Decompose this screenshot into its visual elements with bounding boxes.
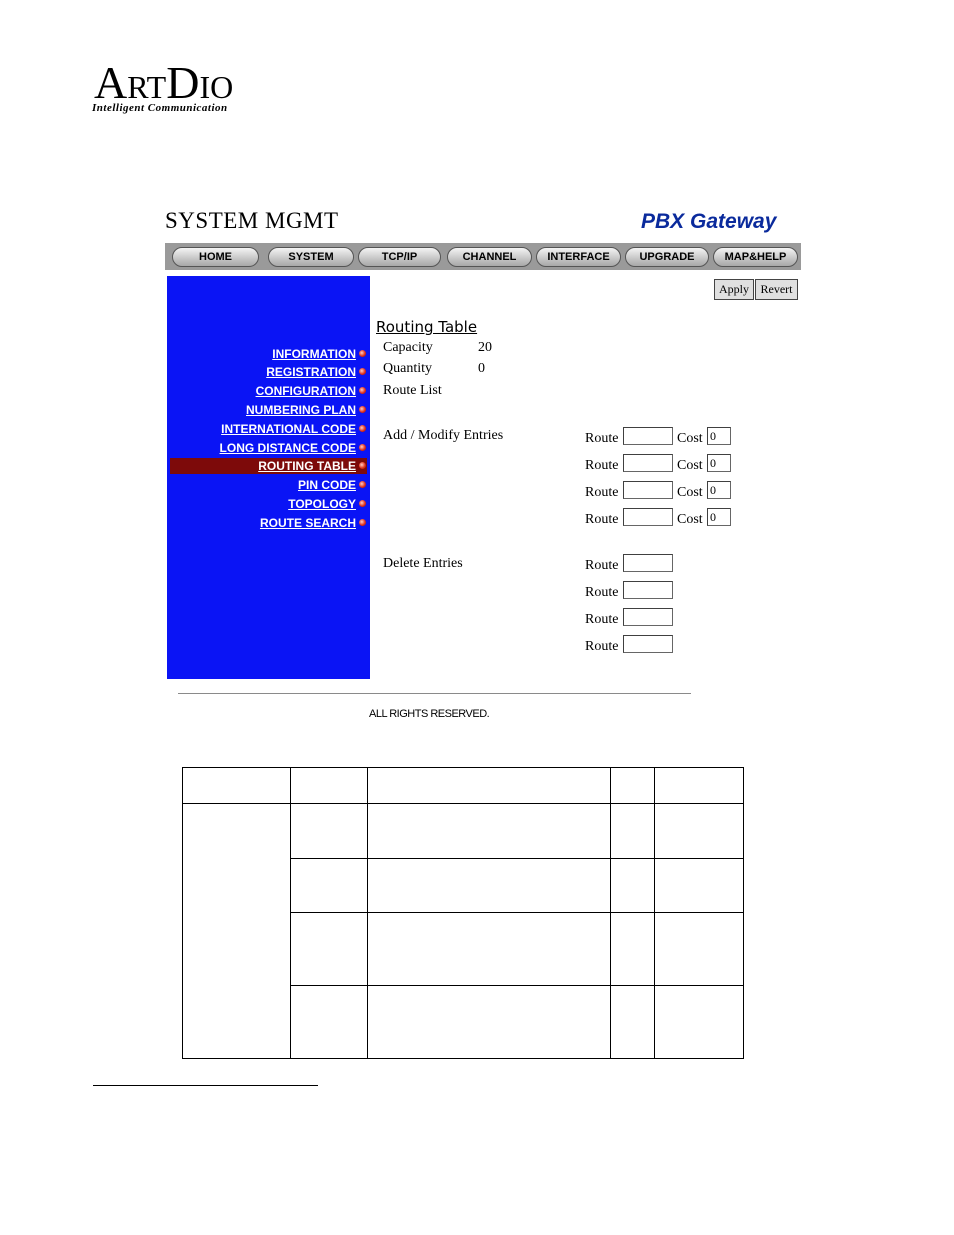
table-column-divider [654,768,655,1058]
section-title: Routing Table [376,318,478,336]
route-label: Route [585,485,619,500]
add-route-input-2[interactable] [623,454,673,472]
page-title: SYSTEM MGMT [165,208,339,233]
add-route-input-1[interactable] [623,427,673,445]
apply-button[interactable]: Apply [714,279,754,300]
cost-label: Cost [677,458,703,473]
sidebar-item-label: INFORMATION [272,347,356,361]
bullet-icon [359,500,366,507]
route-label: Route [585,458,619,473]
add-route-input-3[interactable] [623,481,673,499]
bullet-icon [359,387,366,394]
cost-label: Cost [677,485,703,500]
sidebar-item-label: INTERNATIONAL CODE [221,422,356,436]
nav-interface-button[interactable]: INTERFACE [536,247,621,267]
add-cost-input-1[interactable] [707,427,731,445]
table-header-divider [183,803,743,804]
artdio-logo [92,57,252,122]
quantity-value: 0 [478,361,485,376]
bullet-icon [359,425,366,432]
footer-divider [178,693,691,694]
sidebar-item-topology[interactable] [288,496,366,512]
add-cost-input-2[interactable] [707,454,731,472]
route-list-label: Route List [383,383,442,398]
logo-tagline: Intelligent Communication [92,102,228,114]
sidebar-item-registration[interactable] [266,364,366,380]
sidebar-item-label: LONG DISTANCE CODE [219,441,356,455]
nav-system-button[interactable]: SYSTEM [268,247,354,267]
sidebar-item-label: PIN CODE [297,478,356,492]
bullet-icon [359,481,366,488]
route-label: Route [585,639,619,654]
table-column-divider [367,768,368,1058]
delete-route-input-3[interactable] [623,608,673,626]
delete-entries-label: Delete Entries [383,556,463,571]
product-name: PBX Gateway [641,210,777,233]
capacity-value: 20 [478,340,492,355]
bullet-icon [359,462,366,469]
sidebar-item-route-search[interactable] [260,515,366,531]
cost-label: Cost [677,431,703,446]
top-nav-bar [165,243,801,270]
sidebar-item-label: REGISTRATION [266,365,356,379]
logo-letters-rt: RT [127,69,167,105]
table-column-divider [290,768,291,1058]
bullet-icon [359,444,366,451]
sidebar-item-routing-table[interactable] [170,458,367,474]
delete-route-input-4[interactable] [623,635,673,653]
sidebar-item-pin-code[interactable] [298,477,366,493]
add-modify-label: Add / Modify Entries [383,428,504,443]
nav-channel-button[interactable]: CHANNEL [447,247,532,267]
sidebar-item-label: TOPOLOGY [288,497,356,511]
cost-label: Cost [677,512,703,527]
add-cost-input-3[interactable] [707,481,731,499]
delete-route-input-1[interactable] [623,554,673,572]
sidebar-item-label: NUMBERING PLAN [246,403,356,417]
route-label: Route [585,612,619,627]
sidebar-item-label: ROUTE SEARCH [259,516,356,530]
quantity-label: Quantity [383,361,432,376]
bullet-icon [359,406,366,413]
table-row-divider [290,858,743,859]
logo-letter-a: A [94,57,128,108]
add-route-input-4[interactable] [623,508,673,526]
delete-route-input-2[interactable] [623,581,673,599]
copyright-text: ALL RIGHTS RESERVED. [369,708,490,720]
table-row-divider [290,912,743,913]
bullet-icon [359,368,366,375]
table-column-divider [610,768,611,1058]
footnote-separator [93,1085,318,1086]
logo-letter-d: D [166,57,200,108]
sidebar-menu [167,276,370,679]
nav-home-button[interactable]: HOME [172,247,259,267]
route-label: Route [585,512,619,527]
table-row-divider [290,985,743,986]
sidebar-item-label: ROUTING TABLE [258,459,356,473]
bullet-icon [359,350,366,357]
bullet-icon [359,519,366,526]
empty-table [182,767,744,1059]
capacity-label: Capacity [383,340,433,355]
route-label: Route [585,585,619,600]
sidebar-item-configuration[interactable] [256,383,366,399]
nav-upgrade-button[interactable]: UPGRADE [625,247,709,267]
nav-tcpip-button[interactable]: TCP/IP [358,247,441,267]
revert-button[interactable]: Revert [755,279,798,300]
logo-letters-io: IO [199,69,234,105]
sidebar-item-information[interactable] [272,346,366,362]
sidebar-item-international-code[interactable] [221,421,366,437]
nav-maphelp-button[interactable]: MAP&HELP [713,247,798,267]
route-label: Route [585,558,619,573]
sidebar-item-long-distance-code[interactable] [220,440,366,456]
sidebar-item-numbering-plan[interactable] [246,402,366,418]
route-label: Route [585,431,619,446]
sidebar-item-label: CONFIGURATION [255,384,356,398]
add-cost-input-4[interactable] [707,508,731,526]
